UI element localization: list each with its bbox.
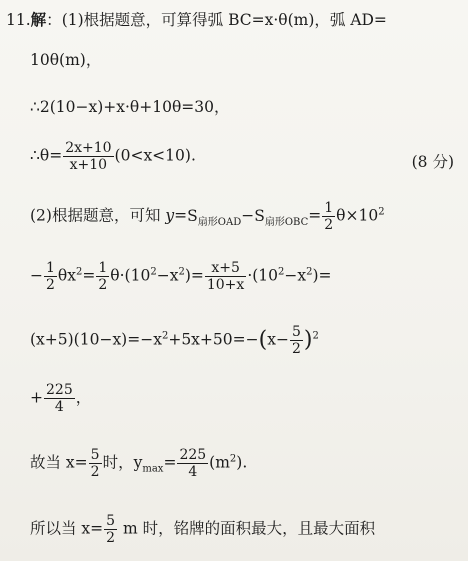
eq2-fraction xyxy=(63,140,113,173)
line-eq2 xyxy=(30,140,196,173)
eq2-numerator: 2x+10 xyxy=(65,140,112,156)
line-part1: 11.解：(1)根据题意，可算得弧 BC=x·θ(m)，弧 AD= xyxy=(6,10,387,29)
line-final: 所以当 x= $\frac{5}{2}$ m 时，铭牌的面积最大，且最大面积 xyxy=(30,513,376,546)
sector-obc: $S_{扇形OBC}$ xyxy=(254,206,309,228)
line-part1-cont xyxy=(30,50,101,70)
line-factored: $(x+5)(10-x)=-x^2+5x+50=-(x-$ $\frac{5}{2}$ )$^2$ xyxy=(30,324,319,357)
five-halves-2: $\frac{5}{2}$ xyxy=(90,447,100,480)
line-part2: (2)根据题意，可知 $y=S_{扇形OAD}-S_{扇形OBC}=$ $\frac{1}{2}$ $\theta\times 10^2$ xyxy=(30,200,385,233)
line-eq1 xyxy=(30,97,230,117)
y-var: y xyxy=(165,206,175,225)
question-number: 11. xyxy=(6,11,31,29)
eq2-suffix: (0<x<10). xyxy=(114,146,196,165)
score-label: (8 分) xyxy=(411,153,454,171)
eq2-denominator: x+10 xyxy=(69,157,108,173)
sector-oad: $S_{扇形OAD}$ xyxy=(187,206,242,228)
line-expand: − $\frac{1}{2}$ $\theta x^2=$ $\frac{1}{2}$ $\theta\cdot(10^2-x^2)=$ $\frac{x+5}{10+x}$ $\cdot(10^2-x^2)=$ xyxy=(30,260,332,293)
max-value-fraction: $\frac{225}{4}$ xyxy=(179,447,207,480)
solve-label: 解 xyxy=(30,10,47,29)
half-fraction-2: $\frac{1}{2}$ xyxy=(46,260,55,293)
five-halves-3: $\frac{5}{2}$ xyxy=(106,513,116,546)
part1-cont-text: 10θ(m)， xyxy=(30,51,102,69)
constant-fraction: $\frac{225}{4}$ xyxy=(46,382,73,415)
half-fraction-3: $\frac{1}{2}$ xyxy=(98,260,108,293)
five-halves-1: $\frac{5}{2}$ xyxy=(291,324,301,357)
line-constant: + $\frac{225}{4}$ ， xyxy=(30,382,92,415)
half-fraction-1: $\frac{1}{2}$ xyxy=(324,200,334,233)
ratio-fraction: $\frac{x+5}{10+x}$ xyxy=(206,260,245,293)
eq2-prefix: ∴θ= xyxy=(30,146,63,165)
line-conclusion: 故当 x= $\frac{5}{2}$ 时，$y_{max}=$ $\frac{225}{4}$ $(m^2)$. xyxy=(30,447,248,480)
part2-prefix: (2)根据题意，可知 xyxy=(30,206,161,225)
part1-text: (1)根据题意，可算得弧 BC=x·θ(m)，弧 AD= xyxy=(61,11,387,29)
eq1-text: ∴2(10−x)+x·θ+10θ=30， xyxy=(30,98,230,116)
